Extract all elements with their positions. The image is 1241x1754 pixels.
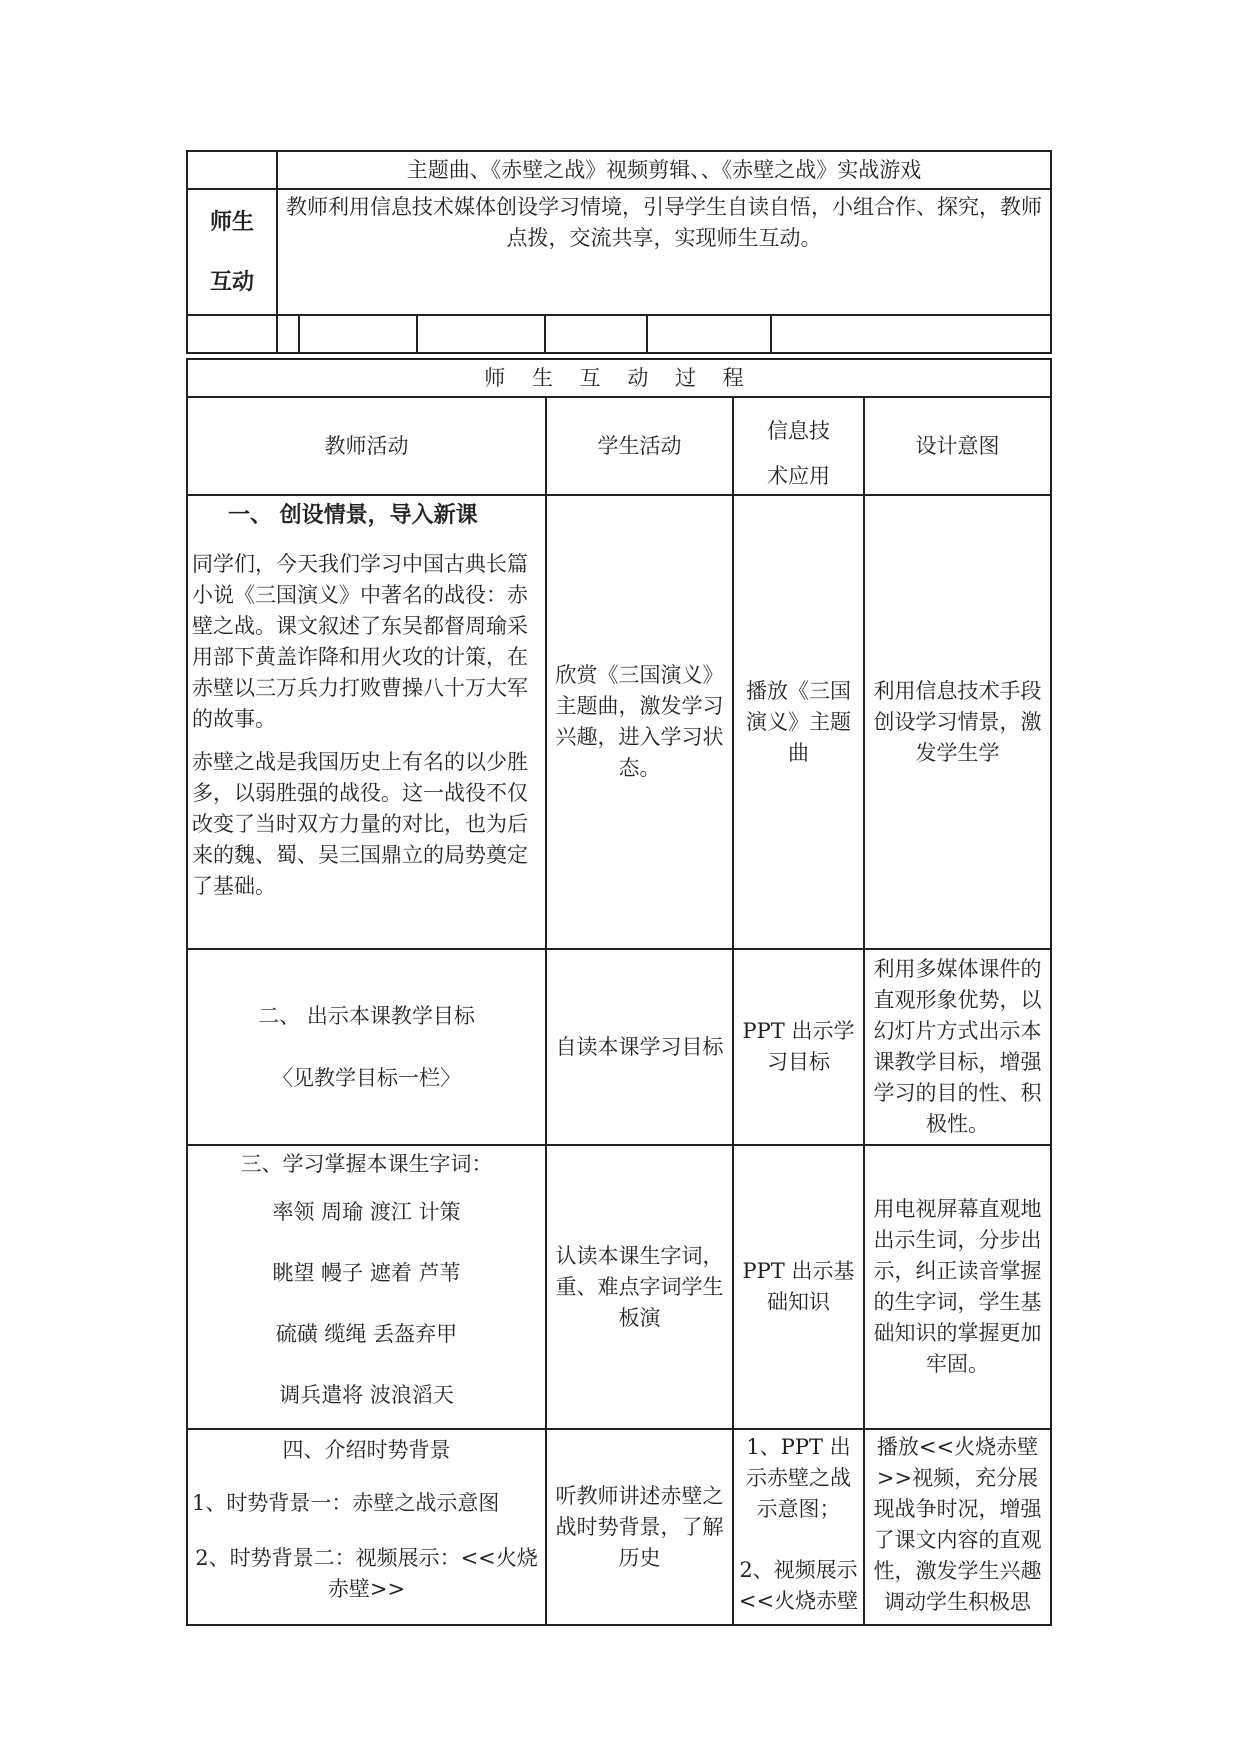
empty-cell [771, 315, 1051, 353]
process-title: 师 生 互 动 过 程 [187, 359, 1051, 397]
word-list-line: 眺望 幔子 遮着 芦苇 [272, 1261, 461, 1285]
row1-teacher [187, 495, 546, 949]
resources-text: 主题曲、《赤壁之战》视频剪辑、、《赤壁之战》实战游戏 [277, 151, 1051, 189]
row4-title: 四、介绍时势背景 [282, 1438, 451, 1462]
row3-student: 认读本课生字词，重、难点字词学生板演 [546, 1145, 733, 1429]
row2-title: 二、 出示本课教学目标 [258, 1004, 475, 1028]
word-list-line: 硫磺 缆绳 丢盔弃甲 [275, 1322, 458, 1346]
empty-cell [299, 315, 417, 353]
row1-student: 欣赏《三国演义》主题曲，激发学习兴趣，进入学习状态。 [546, 495, 733, 949]
row2-teacher [187, 949, 546, 1145]
row1-paragraph2: 赤壁之战是我国历史上有名的以少胜多，以弱胜强的战役。这一战役不仅改变了当时双方力量的对比，也为后来的魏、蜀、吴三国鼎立的局势奠定了基础。 [192, 750, 528, 898]
interaction-label [187, 189, 277, 315]
empty-cell [187, 151, 277, 189]
row3-teacher [187, 1145, 546, 1429]
header-teacher: 教师活动 [187, 397, 546, 495]
row2-tech: PPT 出示学习目标 [733, 949, 864, 1145]
interaction-label-line2: 互动 [209, 269, 254, 295]
row4-item2: 2、时势背景二：视频展示：<<火烧赤壁>> [195, 1546, 538, 1601]
row1-intent: 利用信息技术手段创设学习情景，激发学生学 [864, 495, 1051, 949]
row4-tech [733, 1429, 864, 1625]
header-intent: 设计意图 [864, 397, 1051, 495]
row1-title: 一、 创设情景，导入新课 [228, 502, 478, 528]
word-list-line: 调兵遣将 波浪滔天 [279, 1383, 454, 1407]
header-student: 学生活动 [546, 397, 733, 495]
row2-student: 自读本课学习目标 [546, 949, 733, 1145]
process-table [186, 358, 1052, 1626]
row2-intent: 利用多媒体课件的直观形象优势，以幻灯片方式出示本课教学目标，增强学习的目的性、积极性。 [864, 949, 1051, 1145]
row1-paragraph1: 同学们，今天我们学习中国古典长篇小说《三国演义》中著名的战役：赤壁之战。课文叙述了东吴都督周瑜采用部下黄盖诈降和用火攻的计策，在赤壁以三万兵力打败曹操八十万大军的故事。 [192, 552, 528, 731]
row4-tech-item2: 2、视频展示<<火烧赤壁 [738, 1558, 859, 1613]
header-tech-line2: 术应用 [767, 464, 830, 488]
row4-teacher [187, 1429, 546, 1625]
empty-cell [187, 315, 277, 353]
interaction-label-line1: 师生 [209, 209, 254, 235]
row4-item1: 1、时势背景一：赤壁之战示意图 [192, 1491, 500, 1515]
top-table [186, 150, 1052, 354]
row4-intent: 播放<<火烧赤壁>>视频，充分展现战争时况，增强了课文内容的直观性，激发学生兴趣调动学生积极思 [864, 1429, 1051, 1625]
row3-tech: PPT 出示基础知识 [733, 1145, 864, 1429]
header-tech [733, 397, 864, 495]
row2-subtitle: 〈见教学目标一栏〉 [272, 1066, 461, 1090]
empty-cell [647, 315, 771, 353]
word-list-line: 率领 周瑜 渡江 计策 [272, 1200, 461, 1224]
header-tech-line1: 信息技 [767, 419, 830, 443]
row1-tech: 播放《三国演义》主题曲 [733, 495, 864, 949]
empty-cell [545, 315, 647, 353]
row4-student: 听教师讲述赤壁之战时势背景，了解历史 [546, 1429, 733, 1625]
row3-title: 三、学习掌握本课生字词： [240, 1152, 493, 1176]
row3-intent: 用电视屏幕直观地出示生词，分步出示，纠正读音掌握的生字词，学生基础知识的掌握更加牢固。 [864, 1145, 1051, 1429]
empty-cell [417, 315, 545, 353]
row4-tech-item1: 1、PPT 出示赤壁之战示意图； [746, 1435, 851, 1521]
interaction-text: 教师利用信息技术媒体创设学习情境，引导学生自读自悟，小组合作、探究，教师点拨，交流共享，实现师生互动。 [277, 189, 1051, 315]
document-sheet [186, 150, 1052, 1626]
empty-cell [277, 315, 299, 353]
